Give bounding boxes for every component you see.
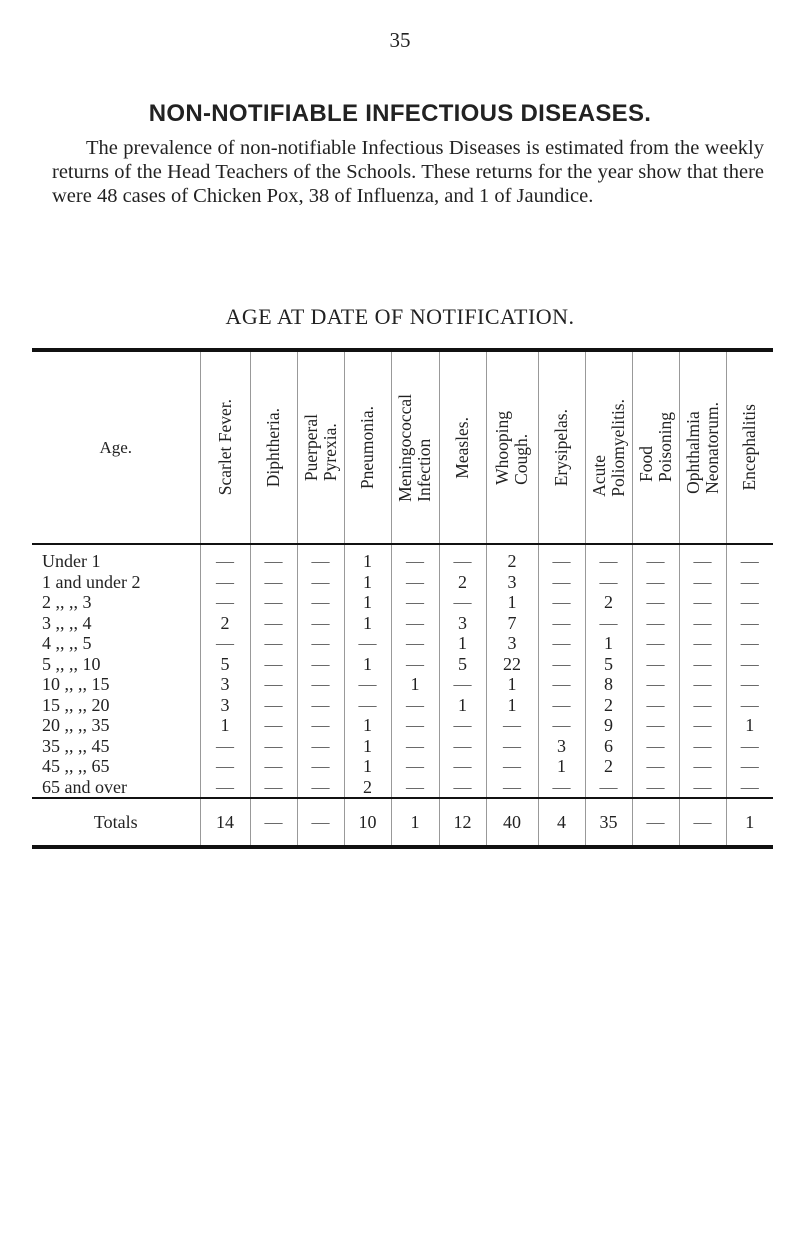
totals-cell: 14 [200, 798, 250, 847]
table-cell: — [391, 736, 439, 757]
table-cell: 1 [585, 633, 632, 654]
table-cell: — [297, 777, 344, 799]
table-cell: — [632, 572, 679, 593]
table-cell: — [250, 592, 297, 613]
age-cell: 3 ,, ,, 4 [42, 612, 92, 633]
table-cell: — [632, 715, 679, 736]
table-cell: — [297, 756, 344, 777]
table-cell: — [250, 674, 297, 695]
column-header [538, 350, 585, 544]
table-cell: — [726, 592, 773, 613]
table-cell: — [391, 613, 439, 634]
table-cell: 22 [486, 654, 538, 675]
table-cell: — [486, 715, 538, 736]
totals-cell: 1 [391, 798, 439, 847]
table-cell: — [679, 674, 726, 695]
table-cell: — [679, 572, 726, 593]
column-header [200, 350, 250, 544]
table-cell: 9 [585, 715, 632, 736]
totals-cell: 40 [486, 798, 538, 847]
table-cell: — [297, 613, 344, 634]
table-cell: — [585, 544, 632, 572]
totals-cell: 1 [726, 798, 773, 847]
table-cell: — [297, 572, 344, 593]
table-cell: — [679, 633, 726, 654]
table-cell: 1 [486, 592, 538, 613]
table-cell: 2 [585, 756, 632, 777]
table-cell: — [200, 736, 250, 757]
table-cell: 1 [344, 592, 391, 613]
table-cell: — [439, 674, 486, 695]
column-header-label: Meningococcal Infection [395, 393, 434, 502]
column-header [391, 350, 439, 544]
column-header-label: Ophthalmia Neonatorum. [682, 401, 722, 494]
table-cell: — [439, 715, 486, 736]
table-cell: 1 [726, 715, 773, 736]
table-cell: — [679, 654, 726, 675]
table-cell: — [297, 544, 344, 572]
table-cell: — [250, 695, 297, 716]
intro-text: The prevalence of non-notifiable Infectious Diseases is estimated from the weekly returns of the Head Teachers of the Schools. These returns for the year show that there were 48 cases of Chicken Pox, 38 of Influenza, and 1 of Jaundice. [52, 137, 764, 207]
table-cell: — [632, 777, 679, 799]
table-cell: 1 [486, 695, 538, 716]
table-cell: — [632, 592, 679, 613]
table-cell: — [200, 777, 250, 799]
table-cell: — [538, 592, 585, 613]
table-cell: — [391, 777, 439, 799]
table-title: AGE AT DATE OF NOTIFICATION. [225, 304, 575, 329]
table-cell: — [538, 695, 585, 716]
totals-cell: 10 [344, 798, 391, 847]
age-cell: 15 ,, ,, 20 [42, 694, 110, 715]
table-row [32, 777, 773, 799]
table-cell: — [344, 695, 391, 716]
column-header [632, 350, 679, 544]
table-cell: — [250, 572, 297, 593]
totals-cell: — [679, 798, 726, 847]
table-cell: — [726, 736, 773, 757]
age-cell: 5 ,, ,, 10 [42, 653, 101, 674]
table-cell: 1 [344, 572, 391, 593]
table-cell: 1 [344, 613, 391, 634]
table-cell: — [538, 777, 585, 799]
totals-cell: 12 [439, 798, 486, 847]
table-cell: — [726, 756, 773, 777]
table-row [32, 572, 773, 593]
table-cell: — [726, 633, 773, 654]
table-cell: — [632, 695, 679, 716]
table-cell: — [538, 715, 585, 736]
intro-paragraph [52, 136, 764, 208]
table-cell: 5 [200, 654, 250, 675]
table-cell: — [538, 572, 585, 593]
page-number: 35 [389, 28, 411, 52]
table-cell: — [439, 777, 486, 799]
table-cell: — [679, 613, 726, 634]
table-cell: — [250, 736, 297, 757]
totals-label: Totals [32, 798, 200, 847]
totals-row [32, 798, 773, 847]
table-cell: — [391, 572, 439, 593]
table-cell: — [679, 715, 726, 736]
table-cell: — [726, 544, 773, 572]
age-cell: 45 ,, ,, 65 [42, 756, 110, 776]
column-header-label: Scarlet Fever. [214, 399, 235, 496]
table-cell: 3 [439, 613, 486, 634]
table-cell: — [250, 756, 297, 777]
table-cell: — [200, 756, 250, 777]
column-header-label: Diphtheria. [263, 407, 283, 488]
table-cell: — [486, 736, 538, 757]
column-header [297, 350, 344, 544]
table-cell: — [200, 572, 250, 593]
column-header [344, 350, 391, 544]
table-cell: — [632, 613, 679, 634]
table-cell: — [391, 592, 439, 613]
table-cell: 3 [200, 674, 250, 695]
totals-cell: 35 [585, 798, 632, 847]
age-cell: 10 ,, ,, 15 [42, 674, 110, 694]
table-cell: — [726, 654, 773, 675]
age-column-header: Age. [32, 350, 200, 544]
table-cell: — [297, 715, 344, 736]
table-cell: — [250, 633, 297, 654]
totals-cell: — [632, 798, 679, 847]
age-at-notification-table [32, 348, 773, 849]
table-cell: — [538, 613, 585, 634]
age-cell: 20 ,, ,, 35 [42, 715, 110, 735]
column-header-label: Food Poisoning [635, 412, 675, 483]
table-cell: — [486, 756, 538, 777]
table-cell: 2 [439, 572, 486, 593]
table-cell: 6 [585, 736, 632, 757]
table-row [32, 756, 773, 777]
table-cell: — [200, 633, 250, 654]
table-cell: — [391, 756, 439, 777]
table-cell: — [200, 544, 250, 572]
table-cell: 3 [200, 695, 250, 716]
table-cell: — [391, 654, 439, 675]
table-cell: — [726, 777, 773, 799]
column-header-label: Puerperal Pyrexia. [300, 413, 340, 482]
table-header-row [32, 350, 773, 544]
column-header [250, 350, 297, 544]
column-header [439, 350, 486, 544]
table-cell: — [679, 592, 726, 613]
table-cell: — [439, 592, 486, 613]
table-cell: — [391, 695, 439, 716]
table-cell: — [632, 756, 679, 777]
table-cell: 5 [585, 654, 632, 675]
column-header [679, 350, 726, 544]
column-header [486, 350, 538, 544]
column-header [585, 350, 632, 544]
table-cell: 1 [538, 756, 585, 777]
table-cell: — [632, 736, 679, 757]
table-cell: — [585, 777, 632, 799]
table-cell: — [726, 674, 773, 695]
table-row [32, 654, 773, 675]
totals-cell: 4 [538, 798, 585, 847]
column-header-label: Acute Poliomyelitis. [588, 398, 628, 497]
age-cell: 4 ,, ,, 5 [42, 633, 92, 653]
table-cell: 2 [585, 695, 632, 716]
table-cell: — [679, 756, 726, 777]
age-table-container [32, 348, 768, 849]
table-row [32, 736, 773, 757]
table-row [32, 674, 773, 695]
table-cell: 5 [439, 654, 486, 675]
table-cell: — [297, 592, 344, 613]
table-cell: — [391, 715, 439, 736]
table-cell: 2 [486, 544, 538, 572]
table-cell: 1 [391, 674, 439, 695]
table-cell: — [391, 633, 439, 654]
table-cell: — [344, 674, 391, 695]
column-header-label: Pneumonia. [357, 405, 377, 490]
table-cell: — [538, 633, 585, 654]
table-cell: 2 [200, 613, 250, 634]
table-cell: — [391, 544, 439, 572]
table-row [32, 613, 773, 634]
table-row [32, 592, 773, 613]
totals-cell: — [250, 798, 297, 847]
column-header-label: Measles. [452, 416, 472, 479]
table-cell: 1 [344, 756, 391, 777]
table-cell: 1 [200, 715, 250, 736]
table-cell: — [726, 695, 773, 716]
table-cell: — [344, 633, 391, 654]
age-cell: 35 ,, ,, 45 [42, 735, 110, 756]
table-cell: — [632, 633, 679, 654]
table-cell: — [585, 613, 632, 634]
column-header [726, 350, 773, 544]
table-cell: — [632, 654, 679, 675]
table-cell: — [250, 715, 297, 736]
table-cell: — [297, 736, 344, 757]
table-cell: 3 [486, 572, 538, 593]
table-cell: — [200, 592, 250, 613]
table-cell: — [297, 695, 344, 716]
table-cell: 1 [344, 715, 391, 736]
table-cell: — [538, 654, 585, 675]
table-cell: — [250, 654, 297, 675]
age-cell: 1 and under 2 [42, 571, 141, 592]
table-cell: — [679, 736, 726, 757]
table-row [32, 633, 773, 654]
table-cell: — [538, 544, 585, 572]
table-body [32, 544, 773, 798]
table-cell: 8 [585, 674, 632, 695]
table-cell: — [538, 674, 585, 695]
table-cell: — [439, 736, 486, 757]
table-cell: — [679, 695, 726, 716]
age-cell: 65 and over [42, 776, 127, 797]
table-cell: 1 [439, 695, 486, 716]
table-cell: 1 [344, 544, 391, 572]
table-cell: — [632, 544, 679, 572]
table-cell: — [250, 777, 297, 799]
table-cell: 3 [486, 633, 538, 654]
table-row [32, 715, 773, 736]
table-cell: 7 [486, 613, 538, 634]
table-row [32, 695, 773, 716]
page-title: NON-NOTIFIABLE INFECTIOUS DISEASES. [148, 100, 652, 127]
age-cell: 2 ,, ,, 3 [42, 592, 92, 612]
table-cell: — [250, 544, 297, 572]
column-header-label: Encephalitis [739, 404, 760, 491]
table-cell: 1 [344, 654, 391, 675]
table-cell: 1 [439, 633, 486, 654]
table-cell: — [297, 633, 344, 654]
table-cell: 1 [344, 736, 391, 757]
table-cell: 2 [344, 777, 391, 799]
table-cell: — [632, 674, 679, 695]
table-cell: 2 [585, 592, 632, 613]
table-cell: — [679, 544, 726, 572]
table-cell: — [726, 613, 773, 634]
table-cell: — [585, 572, 632, 593]
table-cell: — [439, 544, 486, 572]
column-header-label: Erysipelas. [551, 408, 571, 487]
table-row [32, 544, 773, 572]
table-cell: — [297, 674, 344, 695]
table-cell: 3 [538, 736, 585, 757]
table-cell: — [726, 572, 773, 593]
age-cell: Under 1 [42, 551, 101, 571]
table-cell: — [297, 654, 344, 675]
column-header-label: Whooping Cough. [492, 410, 531, 485]
table-cell: 1 [486, 674, 538, 695]
table-cell: — [250, 613, 297, 634]
table-cell: — [486, 777, 538, 799]
totals-cell: — [297, 798, 344, 847]
table-cell: — [679, 777, 726, 799]
table-cell: — [439, 756, 486, 777]
